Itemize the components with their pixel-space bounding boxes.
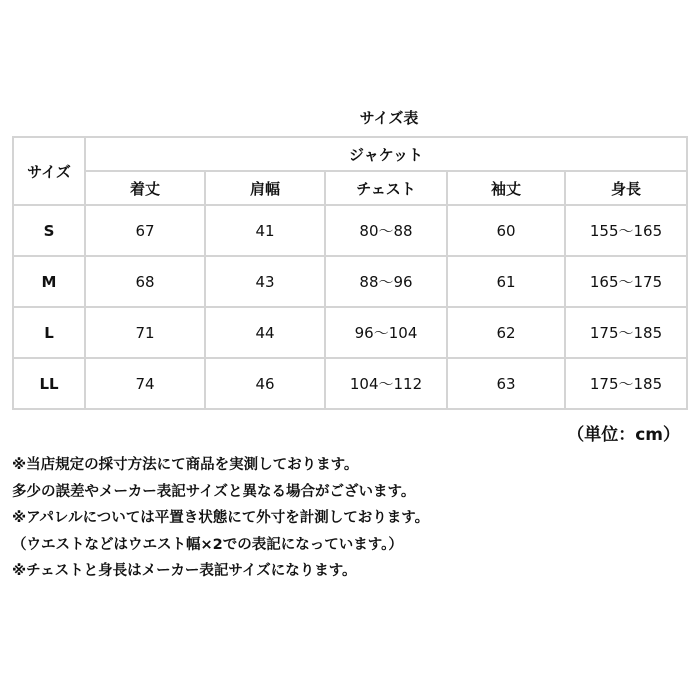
unit-label: （単位：cm） (567, 425, 680, 445)
table-cell: 88〜96 (325, 256, 447, 307)
group-header: ジャケット (85, 137, 687, 171)
table-cell: 104〜112 (325, 358, 447, 409)
note-line: ※チェストと身長はメーカー表記サイズになります。 (12, 563, 357, 579)
table-cell: 96〜104 (325, 307, 447, 358)
note-line: ※当店規定の採寸方法にて商品を実測しております。 (12, 457, 359, 473)
table-cell: 60 (447, 205, 565, 256)
column-header: 身長 (565, 171, 687, 205)
table-row (13, 256, 687, 307)
size-label: S (13, 205, 85, 256)
table-cell: 46 (205, 358, 325, 409)
table-row (13, 358, 687, 409)
table-cell: 175〜185 (565, 358, 687, 409)
column-header: 肩幅 (205, 171, 325, 205)
note-line: （ウエストなどはウエスト幅×2での表記になっています。） (12, 536, 403, 553)
size-label: LL (13, 358, 85, 409)
size-table (12, 136, 688, 410)
note-line: ※アパレルについては平置き状態にて外寸を計測しております。 (12, 510, 430, 526)
table-row (13, 205, 687, 256)
table-cell: 43 (205, 256, 325, 307)
table-cell: 80〜88 (325, 205, 447, 256)
table-cell: 71 (85, 307, 205, 358)
table-cell: 68 (85, 256, 205, 307)
column-header: 着丈 (85, 171, 205, 205)
page-title: サイズ表 (359, 109, 419, 127)
size-label: M (13, 256, 85, 307)
notes (12, 452, 429, 585)
size-label: L (13, 307, 85, 358)
column-header: 袖丈 (447, 171, 565, 205)
table-cell: 63 (447, 358, 565, 409)
column-header: チェスト (325, 171, 447, 205)
size-header: サイズ (13, 137, 85, 205)
table-cell: 61 (447, 256, 565, 307)
table-cell: 62 (447, 307, 565, 358)
table-cell: 165〜175 (565, 256, 687, 307)
table-cell: 41 (205, 205, 325, 256)
table-cell: 74 (85, 358, 205, 409)
note-line: 多少の誤差やメーカー表記サイズと異なる場合がございます。 (12, 483, 416, 500)
table-cell: 175〜185 (565, 307, 687, 358)
table-cell: 155〜165 (565, 205, 687, 256)
table-row (13, 307, 687, 358)
table-cell: 67 (85, 205, 205, 256)
table-cell: 44 (205, 307, 325, 358)
